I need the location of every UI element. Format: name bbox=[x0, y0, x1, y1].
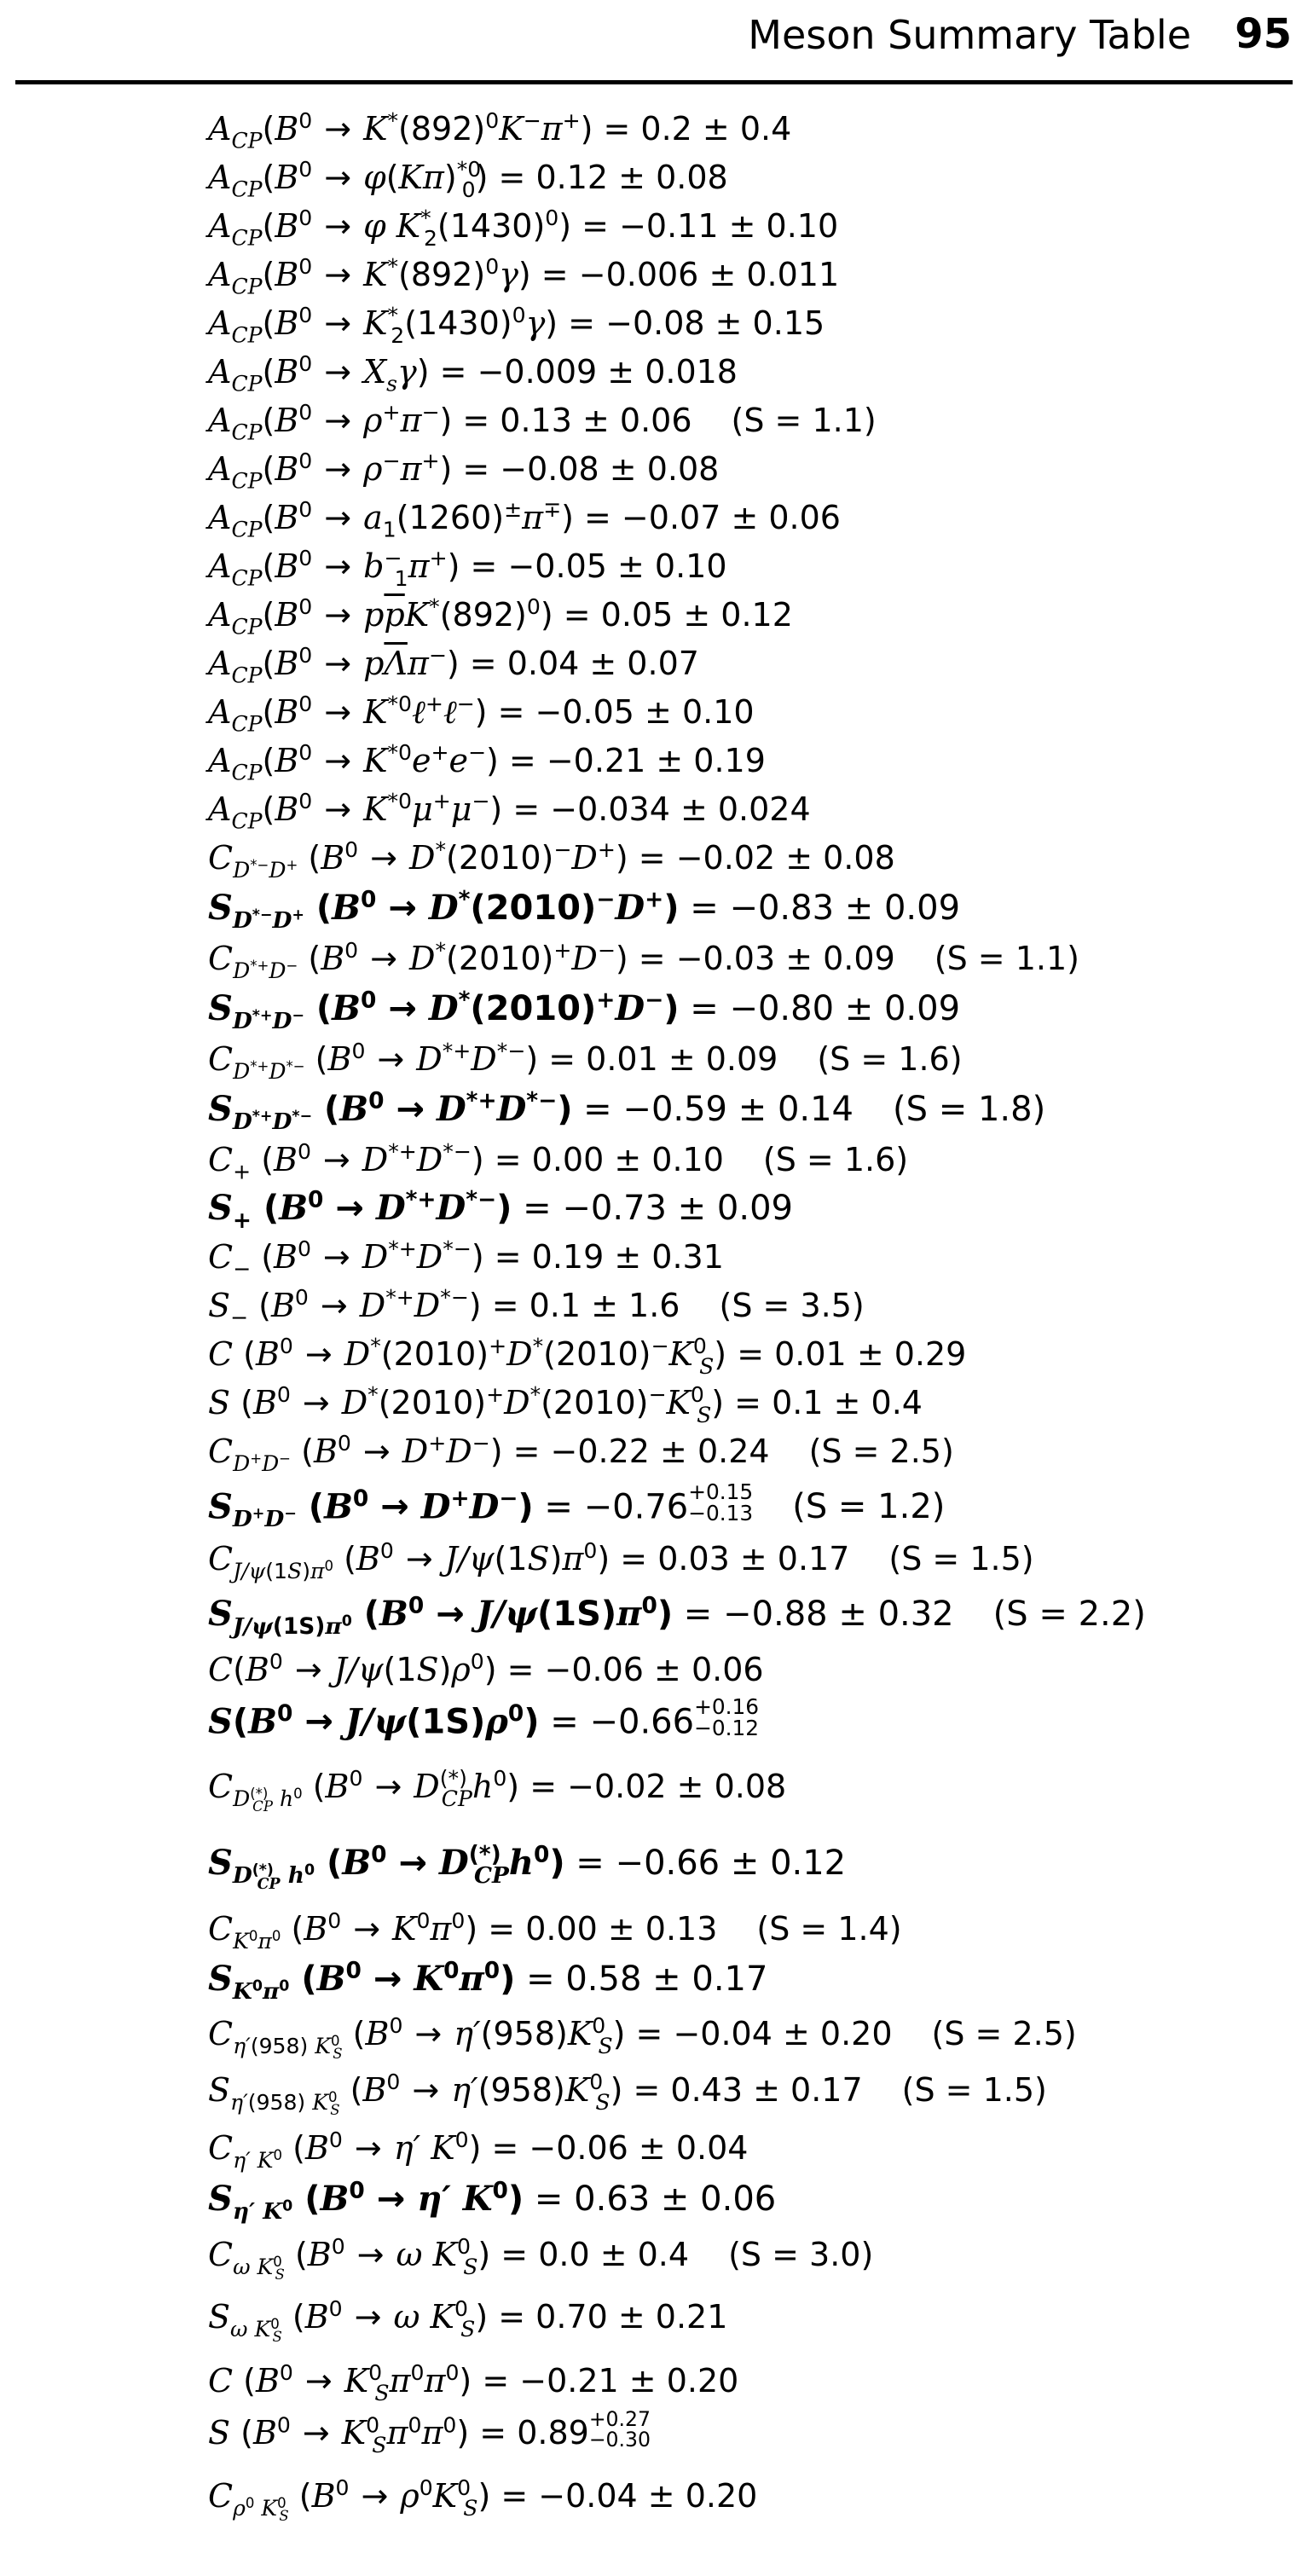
entry-s-ks-pi0-pi0: S $(B^0 \to K^0_S\pi^0\pi^0) = 0.89$ +0.27 −0.30 bbox=[208, 2407, 651, 2457]
entry-s-etaprime-k0: $S_{\eta' K^0}$ ($B^0 \to \eta'$ $K^0) = 0.63 \pm 0.06$ bbox=[208, 2177, 777, 2226]
entry-splus-dstar-dstar: $S_+$ $(B^0 \to D^{*+}D^{*-}) = -0.73 \pm 0.09$ bbox=[208, 1186, 793, 1235]
entry-acp-rhoplus-piminus: $A_{CP}(B^0 \to \rho^+\pi^-) = 0.13 \pm 0.06$ (S = 1.1) bbox=[208, 400, 877, 445]
entry-c-etaprime958-ks: $C_{\eta'(958) K^0_S}$ $(B^0 \to \eta'(958)K^0_S) = -0.04 \pm 0.20$ (S = 2.5) bbox=[208, 2013, 1077, 2062]
entry-c-dstarminus-dplus: $C_{D^{*-}D^+}$ $(B^0 \to D^*(2010)^-D^+) = -0.02 \pm 0.08$ bbox=[208, 837, 895, 883]
entry-sminus-dstar-dstar: $S_-$ $(B^0 \to D^{*+}D^{*-}) = 0.1 \pm 1.6$ (S = 3.5) bbox=[208, 1285, 865, 1330]
entry-s-k0-pi0: $S_{K^0\pi^0}$ $(B^0 \to K^0\pi^0) = 0.58 \pm 0.17$ bbox=[208, 1957, 768, 2006]
entry-s-dstar-dstar-ks: S $(B^0 \to D^*(2010)^+D^*(2010)^-K^0_S) = 0.1 \pm 0.4$ bbox=[208, 1382, 923, 1427]
entry-c-omega-ks: $C_{\omega K^0_S}$ ($B^0 \to \omega$ $K^0_S) = 0.0 \pm 0.4$ (S = 3.0) bbox=[208, 2234, 874, 2283]
entry-s-jpsi-pi0: $S_{J/\psi(1S)\pi^0}$ $(B^0 \to J/\psi(1S)\pi^0) = -0.88 \pm 0.32$ (S = 2.2) bbox=[208, 1592, 1146, 1641]
entry-c-k0-pi0: $C_{K^0\pi^0}$ $(B^0 \to K^0\pi^0) = 0.00 \pm 0.13$ (S = 1.4) bbox=[208, 1908, 902, 1954]
entry-c-ks-pi0-pi0: C $(B^0 \to K^0_S\pi^0\pi^0) = -0.21 \pm 0.20$ bbox=[208, 2360, 739, 2405]
header-rule bbox=[15, 80, 1293, 84]
entry-cminus-dstar-dstar: $C_-$ $(B^0 \to D^{*+}D^{*-}) = 0.19 \pm 0.31$ bbox=[208, 1236, 724, 1282]
entry-c-etaprime-k0: $C_{\eta' K^0}$ ($B^0 \to \eta'$ $K^0) = -0.06 \pm 0.04$ bbox=[208, 2127, 749, 2173]
entry-acp-phi-k2star1430: $A_{CP}(B^0 \to \varphi$ $K^*_2(1430)^0) = -0.11 \pm 0.10$ bbox=[208, 206, 839, 251]
entry-s-dstarminus-dplus: $S_{D^{*-}D^+}$ $(B^0 \to D^*(2010)^-D^+) = -0.83 \pm 0.09$ bbox=[208, 886, 961, 935]
entry-s-dstarplus-dminus: $S_{D^{*+}D^-}$ $(B^0 \to D^*(2010)^+D^-) = -0.80 \pm 0.09$ bbox=[208, 987, 961, 1035]
entry-acp-kstar892-kminus-piplus: $A_{CP}(B^0 \to K^*(892)^0K^-\pi^+) = 0.2 \pm 0.4$ bbox=[208, 108, 792, 153]
page-header bbox=[0, 0, 1302, 85]
entry-acp-kstar0-ee: $A_{CP}(B^0 \to K^{*0}e^+e^-) = -0.21 \pm 0.19$ bbox=[208, 740, 766, 785]
entry-c-dstarplus-dminus: $C_{D^{*+}D^-}$ $(B^0 \to D^*(2010)^+D^-) = -0.03 \pm 0.09$ (S = 1.1) bbox=[208, 938, 1079, 983]
entry-c-jpsi-pi0: $C_{J/\psi(1S)\pi^0}$ $(B^0 \to J/\psi(1S)\pi^0) = 0.03 \pm 0.17$ (S = 1.5) bbox=[208, 1538, 1034, 1583]
entry-acp-p-lambdabar-piminus: $A_{CP}(B^0 \to p\overline{\Lambda}\pi^-) = 0.04 \pm 0.07$ bbox=[208, 643, 699, 688]
entry-c-dstar-dstar-ks: C $(B^0 \to D^*(2010)^+D^*(2010)^-K^0_S) = 0.01 \pm 0.29$ bbox=[208, 1334, 967, 1379]
entry-acp-k2star1430-gamma: $A_{CP}(B^0 \to K^*_2(1430)^0\gamma) = -0.08 \pm 0.15$ bbox=[208, 303, 825, 348]
entry-acp-b1minus-piplus: $A_{CP}(B^0 \to b^-_1\pi^+) = -0.05 \pm 0.10$ bbox=[208, 546, 727, 591]
entry-acp-kstar0-ll: $A_{CP}(B^0$ → $K^{*0}\ell^+\ell^-) = -0.05 \pm 0.10$ bbox=[208, 692, 755, 737]
entry-acp-phi-kpi0star: $A_{CP}(B^0 \to \varphi(K\pi)^{*0}_0) = 0.12 \pm 0.08$ bbox=[208, 157, 728, 202]
entry-c-rho0-ks: $C_{\rho^0 K^0_S}$ $(B^0 \to \rho^0K^0_S) = -0.04 \pm 0.20$ bbox=[208, 2475, 758, 2524]
running-title: Meson Summary Table bbox=[748, 12, 1191, 58]
entry-c-dplus-dminus: $C_{D^+D^-}$ $(B^0 \to D^+D^-) = -0.22 \pm 0.24$ (S = 2.5) bbox=[208, 1431, 954, 1476]
entry-acp-rhominus-piplus: $A_{CP}(B^0 \to \rho^-\pi^+) = -0.08 \pm 0.08$ bbox=[208, 449, 720, 494]
entry-c-dstarplus-dstarminus: $C_{D^{*+}D^{*-}}$ $(B^0 \to D^{*+}D^{*-}) = 0.01 \pm 0.09$ (S = 1.6) bbox=[208, 1039, 963, 1084]
page-number: 95 bbox=[1235, 10, 1292, 58]
entry-s-omega-ks: $S_{\omega K^0_S}$ ($B^0 \to \omega$ $K^0_S) = 0.70 \pm 0.21$ bbox=[208, 2296, 728, 2345]
entry-acp-xs-gamma: $A_{CP}(B^0 \to X_s\gamma) = -0.009 \pm 0.018$ bbox=[208, 351, 738, 397]
entry-s-dplus-dminus: $S_{D^+D^-}$ $(B^0 \to D^+D^-) = -0.76$ +0.15 −0.13 (S = 1.2) bbox=[208, 1479, 946, 1533]
entry-c-jpsi-rho0: $C(B^0 \to J/\psi(1S)\rho^0) = -0.06 \pm 0.06$ bbox=[208, 1649, 764, 1688]
entry-acp-kstar0-mumu: $A_{CP}(B^0 \to K^{*0}\mu^+\mu^-) = -0.034 \pm 0.024$ bbox=[208, 789, 811, 834]
entry-acp-kstar892-gamma: $A_{CP}(B^0 \to K^*(892)^0\gamma) = -0.006 \pm 0.011$ bbox=[208, 254, 840, 299]
entry-s-etaprime958-ks: $S_{\eta'(958) K^0_S}$ $(B^0 \to \eta'(958)K^0_S) = 0.43 \pm 0.17$ (S = 1.5) bbox=[208, 2069, 1047, 2118]
entry-cplus-dstar-dstar: $C_+$ $(B^0 \to D^{*+}D^{*-}) = 0.00 \pm 0.10$ (S = 1.6) bbox=[208, 1139, 909, 1184]
entry-acp-ppbar-kstar892: $A_{CP}(B^0 \to p\overline{p}K^*(892)^0) = 0.05 \pm 0.12$ bbox=[208, 594, 793, 640]
entry-acp-a1-1260: $A_{CP}(B^0 \to a_1(1260)^\pm\pi^\mp) = -0.07 \pm 0.06$ bbox=[208, 497, 841, 542]
entry-s-jpsi-rho0: $S(B^0 \to J/\psi(1S)\rho^0) = -0.66$ +0.16 −0.12 bbox=[208, 1694, 760, 1742]
entry-c-dcp-h0: $C_{D^{(*)}_{CP} h^0}$ $(B^0 \to D^{(*)}_{CP}h^0) = -0.02 \pm 0.08$ bbox=[208, 1766, 787, 1815]
entry-s-dcp-h0: $S_{D^{(*)}_{CP} h^0}$ $(B^0 \to D^{(*)}_{CP}h^0) = -0.66 \pm 0.12$ bbox=[208, 1841, 847, 1893]
entry-s-dstarplus-dstarminus: $S_{D^{*+}D^{*-}}$ $(B^0 \to D^{*+}D^{*-}) = -0.59 \pm 0.14$ (S = 1.8) bbox=[208, 1087, 1046, 1136]
